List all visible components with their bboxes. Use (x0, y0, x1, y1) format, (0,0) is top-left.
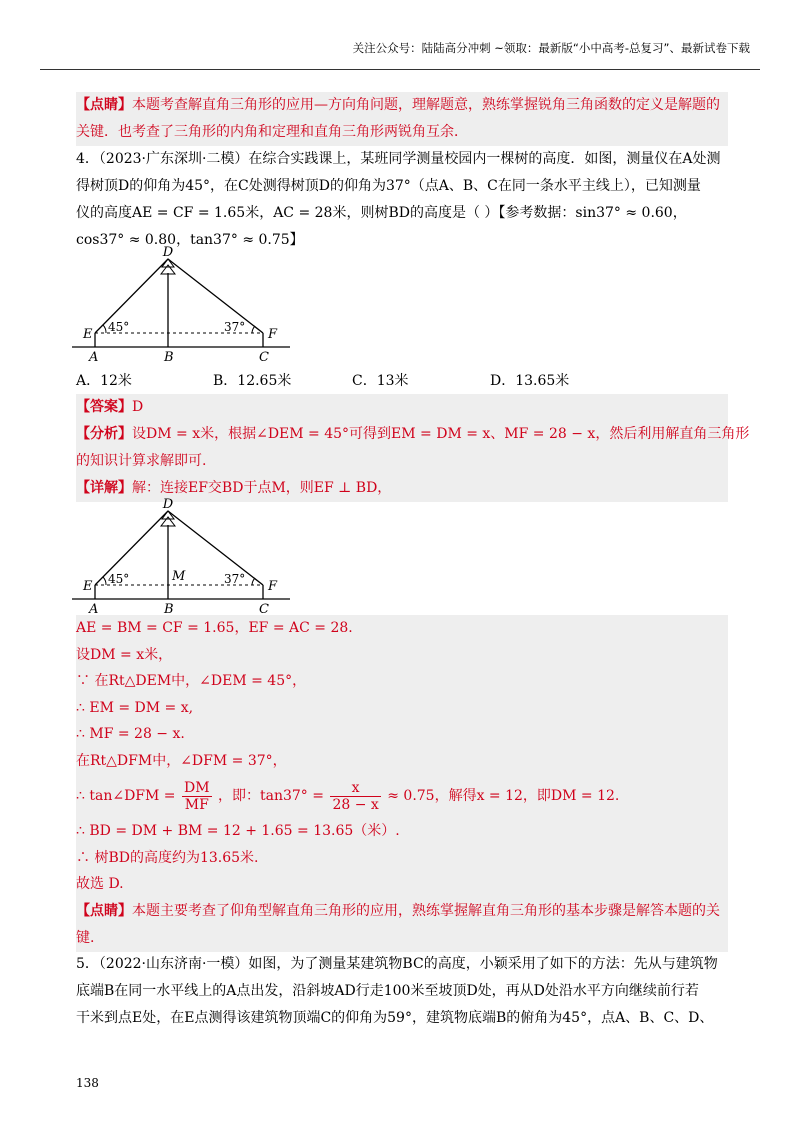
detail-intro: 解：连接EF交BD于点M，则EF ⊥ BD， (132, 480, 392, 496)
fraction-denominator: 28 − x (332, 796, 379, 813)
q4-options (76, 369, 676, 393)
tree-figure-1 (72, 245, 302, 363)
fraction-dm-mf (182, 780, 212, 813)
fraction-numerator: DM (183, 779, 210, 796)
label-b: B (164, 350, 174, 363)
q4-line4: cos37° ≈ 0.80，tan37° ≈ 0.75】 (76, 232, 304, 248)
tree-figure-2 (72, 497, 302, 615)
detail-label: 【详解】 (76, 480, 132, 496)
step-6: 在Rt△DFM中，∠DFM = 37°， (76, 752, 287, 769)
label-d: D (162, 245, 174, 260)
label-e: E (83, 327, 93, 342)
step-7-prefix: ∴ tan∠DFM = (76, 788, 176, 804)
label-d: D (162, 497, 174, 512)
option-c[interactable]: C．13米 (352, 373, 409, 389)
q5-line1: 5．（2022·山东济南·一模）如图，为了测量某建筑物BC的高度，小颖采用了如下的方法：先从与建筑物 (76, 956, 718, 972)
answer-block (76, 394, 750, 502)
prev-dianjing-block (76, 92, 728, 146)
answer-value: D (132, 399, 144, 415)
label-b: B (164, 602, 174, 615)
question-4 (76, 146, 728, 254)
q5-line2: 底端B在同一水平线上的A点出发，沿斜坡AD行走100米至坡顶D处，再从D处沿水平方向继续前行若 (76, 983, 699, 999)
step-8: ∴ BD = DM + BM = 12 + 1.65 = 13.65（米）. (76, 823, 400, 839)
step-10: 故选 D. (76, 876, 124, 892)
q4-line2: 得树顶D的仰角为45°，在C处测得树顶D的仰角为37°（点A、B、C在同一条水平主线上），已知测量 (76, 178, 701, 194)
fraction-x-28-x (330, 780, 380, 813)
angle-37-label: 37° (224, 320, 246, 334)
step-9: ∴ 树BD的高度约为13.65米. (76, 849, 259, 866)
label-f: F (268, 579, 278, 594)
step-7-suffix: ≈ 0.75，解得x = 12，即DM = 12. (387, 788, 620, 804)
q4-line1: 4．（2023·广东深圳·二模）在综合实践课上，某班同学测量校园内一棵树的高度．如图，测量仪在A处测 (76, 151, 721, 167)
dianjing-label: 【点睛】 (76, 97, 132, 113)
q5-line3: 干米到点E处，在E点测得该建筑物顶端C的仰角为59°，建筑物底端B的俯角为45°，点A、B、C、D、 (76, 1010, 714, 1026)
fraction-denominator: MF (184, 796, 209, 813)
header-rule (40, 69, 760, 70)
angle-37-label: 37° (224, 572, 246, 586)
step-7 (76, 774, 728, 818)
step-4: ∴ EM = DM = x, (76, 699, 194, 716)
option-d[interactable]: D．13.65米 (490, 373, 570, 389)
step-2: 设DM = x米， (76, 646, 173, 663)
dianjing-block (76, 898, 728, 952)
label-a: A (89, 350, 99, 363)
label-c: C (259, 350, 269, 363)
dianjing-label: 【点睛】 (76, 903, 132, 919)
analysis-line1: 设DM = x米，根据∠DEM = 45°可得到EM = DM = x、MF = 28 − x，然后利用解直角三角形 (132, 426, 750, 442)
dianjing-line1: 本题考查解直角三角形的应用—方向角问题，理解题意，熟练掌握锐角三角函数的定义是解题的 (132, 97, 720, 113)
dianjing-line2: 关键．也考查了三角形的内角和定理和直角三角形两锐角互余． (76, 124, 468, 140)
page-number: 138 (76, 1076, 99, 1090)
q4-line3: 仪的高度AE = CF = 1.65米，AC = 28米，则树BD的高度是（ ）【参考数据：sin37° ≈ 0.60， (76, 205, 687, 221)
step-7-middle: ，即：tan37° = (218, 788, 324, 804)
dianjing-line2: 键. (76, 930, 95, 946)
answer-label: 【答案】 (76, 399, 132, 415)
analysis-label: 【分析】 (76, 426, 132, 442)
step-1: AE = BM = CF = 1.65，EF = AC = 28. (76, 620, 353, 636)
option-b[interactable]: B．12.65米 (213, 373, 292, 389)
solution-steps (76, 615, 728, 898)
angle-45-label: 45° (108, 572, 130, 586)
label-f: F (268, 327, 278, 342)
question-5 (76, 951, 728, 1032)
label-a: A (89, 602, 99, 615)
step-5: ∴ MF = 28 − x. (76, 726, 185, 742)
option-a[interactable]: A．12米 (76, 373, 132, 389)
analysis-line2: 的知识计算求解即可. (76, 453, 207, 469)
label-c: C (259, 602, 269, 615)
label-m: M (172, 569, 186, 584)
label-e: E (83, 579, 93, 594)
step-3: ∵ 在Rt△DEM中，∠DEM = 45°， (76, 673, 307, 689)
fraction-numerator: x (330, 780, 380, 797)
dianjing-line1: 本题主要考查了仰角型解直角三角形的应用，熟练掌握解直角三角形的基本步骤是解答本题的关 (132, 903, 720, 919)
page-header: 关注公众号：陆陆高分冲刺 ~领取：最新版“小中高考-总复习”、最新试卷下载 (352, 41, 750, 55)
angle-45-label: 45° (108, 320, 130, 334)
